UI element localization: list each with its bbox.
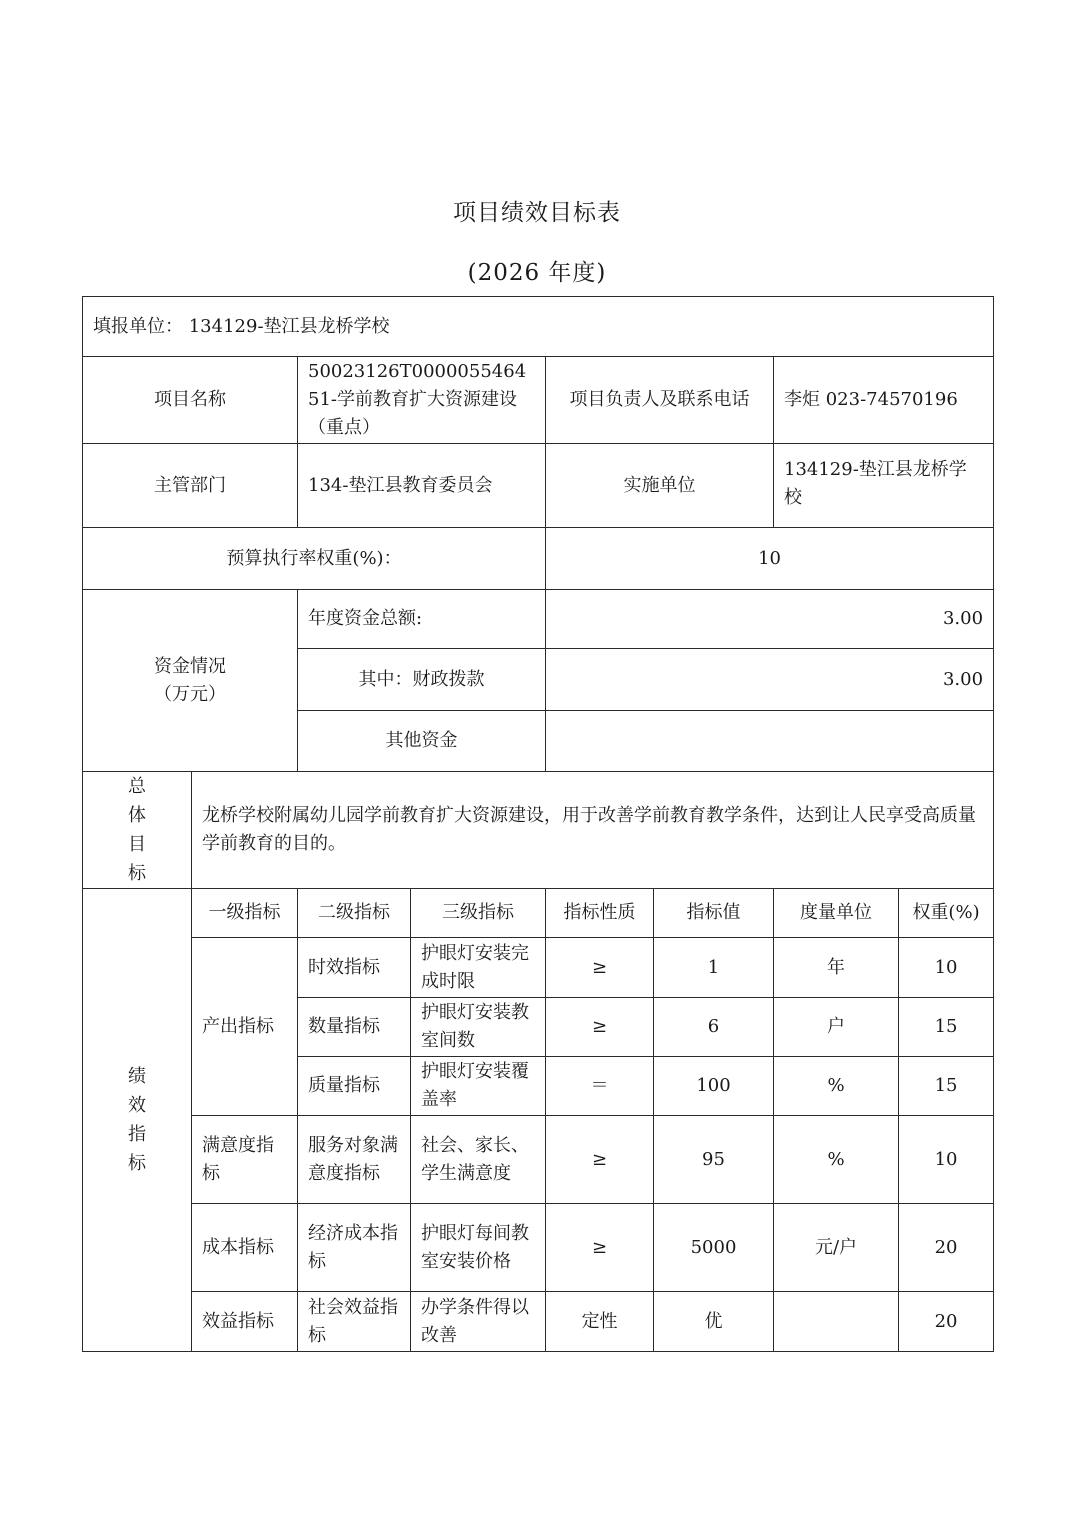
header-level1: 一级指标 <box>192 889 298 938</box>
document-subtitle: (2026 年度) <box>467 260 607 286</box>
weight-cell: 15 <box>899 998 994 1057</box>
level3-cell: 护眼灯安装教室间数 <box>411 998 546 1057</box>
level2-cell: 经济成本指标 <box>298 1204 411 1292</box>
overall-goal-text: 龙桥学校附属幼儿园学前教育扩大资源建设，用于改善学前教育教学条件，达到让人民享受高质量学前教育的目的。 <box>192 772 994 889</box>
nature-cell: ≥ <box>546 998 654 1057</box>
level1-benefit: 效益指标 <box>192 1292 298 1352</box>
level3-cell: 护眼灯安装完成时限 <box>411 938 546 998</box>
value-cell: 95 <box>654 1116 774 1204</box>
header-level3: 三级指标 <box>411 889 546 938</box>
project-leader-label: 项目负责人及联系电话 <box>546 357 774 444</box>
other-funds-label: 其他资金 <box>298 711 546 772</box>
weight-cell: 20 <box>899 1292 994 1352</box>
reporting-unit-value: 134129-垫江县龙桥学校 <box>188 315 390 337</box>
value-cell: 1 <box>654 938 774 998</box>
overall-goal-label <box>83 772 192 889</box>
budget-rate-label: 预算执行率权重(%)： <box>83 528 546 590</box>
department-label: 主管部门 <box>83 444 298 528</box>
funds-label <box>83 590 298 772</box>
unit-cell: 元/户 <box>774 1204 899 1292</box>
level2-cell: 社会效益指标 <box>298 1292 411 1352</box>
unit-cell: 户 <box>774 998 899 1057</box>
weight-cell: 15 <box>899 1057 994 1116</box>
level3-cell: 护眼灯安装覆盖率 <box>411 1057 546 1116</box>
level2-cell: 时效指标 <box>298 938 411 998</box>
weight-cell: 10 <box>899 938 994 998</box>
performance-indicators-label-text: 绩效指标 <box>128 1066 146 1174</box>
level3-cell: 办学条件得以改善 <box>411 1292 546 1352</box>
nature-cell: ≥ <box>546 1116 654 1204</box>
reporting-unit-label: 填报单位： <box>93 315 183 337</box>
weight-cell: 10 <box>899 1116 994 1204</box>
level1-output: 产出指标 <box>192 938 298 1116</box>
unit-cell: % <box>774 1057 899 1116</box>
header-weight: 权重(%) <box>899 889 994 938</box>
nature-cell: 定性 <box>546 1292 654 1352</box>
header-unit: 度量单位 <box>774 889 899 938</box>
value-cell: 5000 <box>654 1204 774 1292</box>
implementing-unit-value: 134129-垫江县龙桥学校 <box>774 444 994 528</box>
nature-cell: ＝ <box>546 1057 654 1116</box>
level1-satisfaction: 满意度指标 <box>192 1116 298 1204</box>
level3-cell: 社会、家长、学生满意度 <box>411 1116 546 1204</box>
project-name-value: 50023126T000005546451-学前教育扩大资源建设（重点） <box>298 357 546 444</box>
nature-cell: ≥ <box>546 938 654 998</box>
nature-cell: ≥ <box>546 1204 654 1292</box>
unit-cell: % <box>774 1116 899 1204</box>
level2-cell: 服务对象满意度指标 <box>298 1116 411 1204</box>
annual-total-label: 年度资金总额: <box>298 590 546 649</box>
project-leader-value: 李炬 023-74570196 <box>774 357 994 444</box>
header-value: 指标值 <box>654 889 774 938</box>
header-nature: 指标性质 <box>546 889 654 938</box>
other-funds-value <box>546 711 994 772</box>
funds-label-line1: 资金情况 <box>154 655 226 677</box>
header-level2: 二级指标 <box>298 889 411 938</box>
department-value: 134-垫江县教育委员会 <box>298 444 546 528</box>
fiscal-appropriation-value: 3.00 <box>546 649 994 711</box>
performance-indicators-label <box>83 889 192 1352</box>
overall-goal-label-text: 总体目标 <box>128 776 146 884</box>
performance-target-table <box>82 296 994 1352</box>
value-cell: 优 <box>654 1292 774 1352</box>
unit-cell: 年 <box>774 938 899 998</box>
value-cell: 6 <box>654 998 774 1057</box>
document-title: 项目绩效目标表 <box>453 200 621 226</box>
project-name-label: 项目名称 <box>83 357 298 444</box>
fiscal-appropriation-label: 其中：财政拨款 <box>298 649 546 711</box>
value-cell: 100 <box>654 1057 774 1116</box>
level1-cost: 成本指标 <box>192 1204 298 1292</box>
level3-cell: 护眼灯每间教室安装价格 <box>411 1204 546 1292</box>
funds-label-line2: （万元） <box>154 683 226 705</box>
implementing-unit-label: 实施单位 <box>546 444 774 528</box>
level2-cell: 数量指标 <box>298 998 411 1057</box>
unit-cell <box>774 1292 899 1352</box>
weight-cell: 20 <box>899 1204 994 1292</box>
annual-total-value: 3.00 <box>546 590 994 649</box>
reporting-unit-cell <box>83 297 994 357</box>
budget-rate-value: 10 <box>546 528 994 590</box>
level2-cell: 质量指标 <box>298 1057 411 1116</box>
